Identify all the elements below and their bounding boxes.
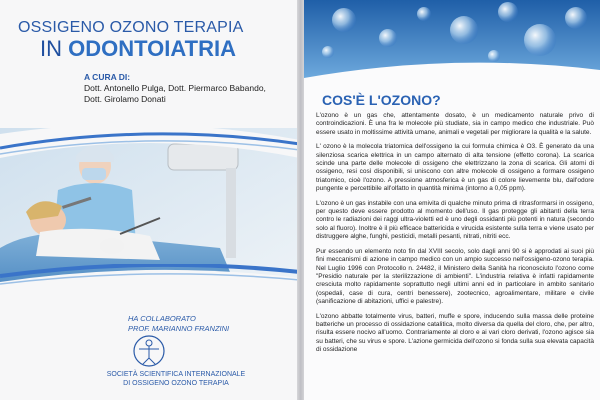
- editors-line: Dott. Girolamo Donati: [84, 94, 166, 104]
- society-name: [76, 370, 276, 388]
- content-page: [304, 0, 600, 400]
- article-paragraph: L'ozono abbatte totalmente virus, batteri, muffe e spore, inducendo sulla massa delle proteine batteriche un processo di ossidazione catalitica, molto diversa da quella del cloro, che, per altro, risulta essere nocivo all'uomo. Contrariamente al cloro e ai vari cloro derivati, l'ozono agisce sia su batteri, che su virus e spore. L'azione germicida dell'ozono si fonda sulla sua elevata capacità di ossidazione: [316, 312, 594, 354]
- article-body: [316, 112, 594, 361]
- cover-title-line1: OSSIGENO OZONO TERAPIA: [18, 19, 244, 36]
- article-paragraph: L' ozono è la molecola triatomica dell'ossigeno la cui formula chimica è O3. È generato da una silenziosa scarica elettrica in un campo alternato di alta tensione (effetto corona). La scarica scinde una parte delle molecole di ossigeno che elettrizzano la zona di scarica. Gli atomi di ossigeno, resi così disponibili, si uniscono con altre molecole di ossigeno a formare ossigeno triatomico, cioè l'ozono. A pressione atmosferica è un gas di colore lievemente blu, dall'odore pungente e percettibile all'olfatto in quantità minima (intorno a 0,05 ppm).: [316, 143, 594, 193]
- editors-heading: A CURA DI:: [84, 72, 131, 82]
- bottom-swoosh-decoration: [0, 264, 300, 308]
- collaborator-name: PROF. MARIANNO FRANZINI: [128, 324, 230, 333]
- society-logo-icon: [132, 334, 166, 368]
- article-paragraph: Pur essendo un elemento noto fin dal XVIII secolo, solo dagli anni 90 si è approdati ai suoi più fini meccanismi di azione in campo medico con un ampio successo nell'ossigeno-ozono terapia. Nel Luglio 1996 con Protocollo n. 24482, il Ministero della Sanità ha riconosciuto l'ozono come "Presidio naturale per la sterilizzazione di ambienti". L'industria relativa è infatti rapidamente cresciuta molto rapidamente soprattutto negli ultimi anni ed in particolare in ambito sanitario (ospedali, case di cura, centri benessere), zootecnico, agroalimentare, militare e civile (sanificazione di abitazioni, uffici e palestre).: [316, 247, 594, 306]
- cover-title-prefix: IN: [40, 36, 62, 61]
- society-line: DI OSSIGENO OZONO TERAPIA: [123, 380, 229, 387]
- article-paragraph: L'ozono è un gas che, attentamente dosato, è un medicamento naturale privo di controindicazioni. È una fra le molecole più studiate, sia in campo medico che industriale. Può essere usato in moltissime attività umane, animali e vegetali per migliorare la qualità e la salute.: [316, 112, 594, 136]
- section-title: COS'È L'OZONO?: [322, 92, 441, 108]
- cover-title-main: ODONTOIATRIA: [68, 36, 236, 61]
- society-line: SOCIETÀ SCIENTIFICA INTERNAZIONALE: [106, 371, 246, 378]
- top-swoosh-decoration: [0, 118, 300, 158]
- editors-block: [84, 72, 294, 105]
- collaborator-block: [128, 314, 298, 334]
- water-bubbles-header-image: [304, 0, 600, 78]
- article-paragraph: L'ozono è un gas instabile con una emivita di qualche minuto prima di ritrasformarsi in ossigeno, per questo deve essere prodotto al momento dell'uso. Il gas protegge gli abitanti della terra contro le radiazioni dei raggi ultra-violetti ed è uno degli ossidanti più potenti in natura (secondo solo al fluoro). Inoltre è il più efficace battericida e virucida esistente sulla terra e viene usato per distruggere alghe, funghi, pesticidi, metalli pesanti, nitrati, nitriti ecc.: [316, 199, 594, 241]
- editors-line: Dott. Antonello Pulga, Dott. Piermarco Babando,: [84, 83, 266, 93]
- collaborator-heading: HA COLLABORATO: [128, 314, 196, 323]
- cover-title-line2: [40, 38, 236, 60]
